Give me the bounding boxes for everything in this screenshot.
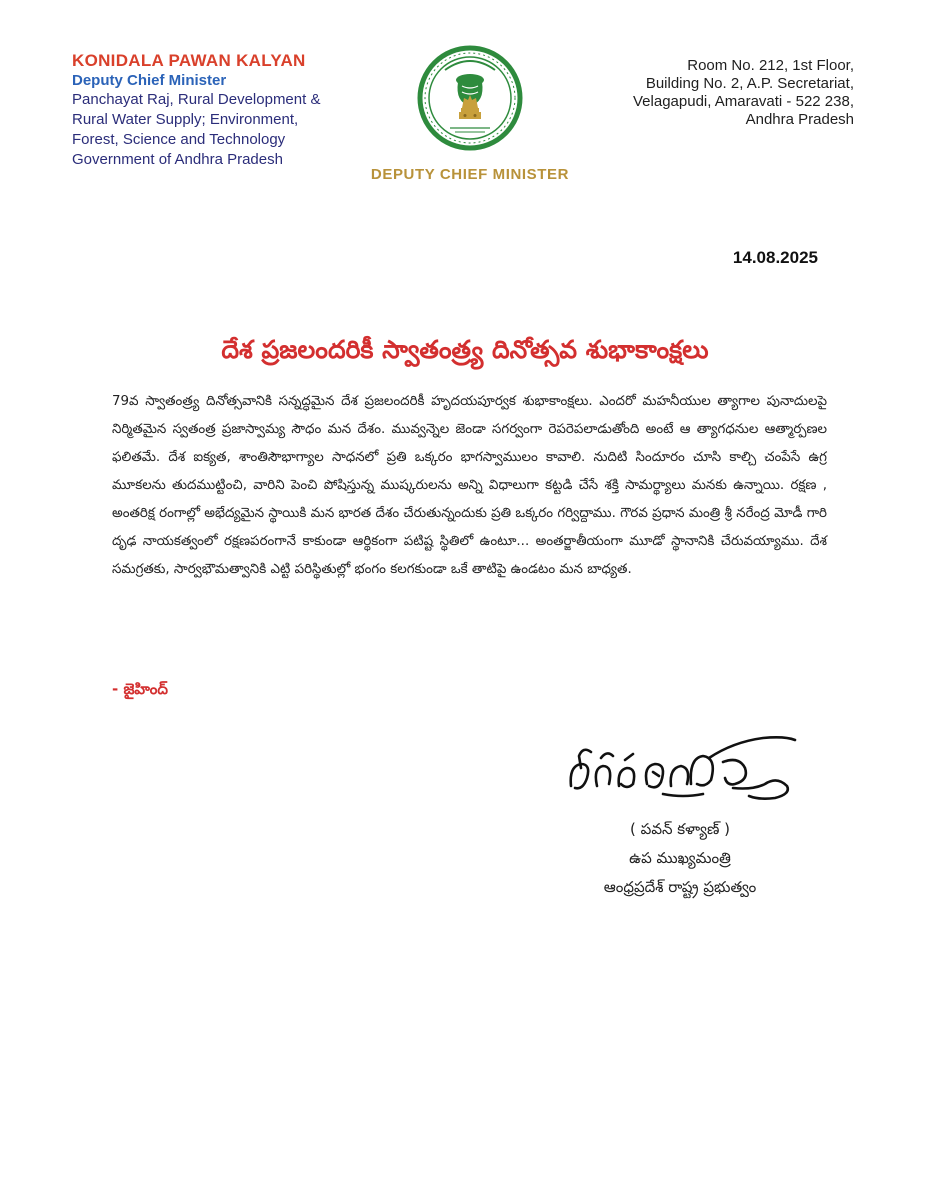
letter-title: దేశ ప్రజలందరికీ స్వాతంత్ర్య దినోత్సవ శుభాకాంక్షలు — [221, 335, 709, 364]
portfolio-line-2: Rural Water Supply; Environment, — [72, 111, 299, 128]
signatory-block — [560, 815, 800, 902]
portfolio-line-1: Panchayat Raj, Rural Development & — [72, 91, 321, 108]
address-line-4: Andhra Pradesh — [745, 111, 854, 128]
portfolio-line-4: Government of Andhra Pradesh — [72, 151, 283, 168]
signatory-government: ఆంధ్రప్రదేశ్ రాష్ట్ర ప్రభుత్వం — [603, 878, 757, 896]
minister-designation: Deputy Chief Minister — [72, 72, 227, 89]
letter-closing: - జైహింద్ — [112, 680, 168, 698]
address-line-3: Velagapudi, Amaravati - 522 238, — [633, 93, 854, 110]
minister-name: KONIDALA PAWAN KALYAN — [72, 51, 306, 70]
ap-state-emblem-icon — [415, 40, 525, 165]
signatory-name: ( పవన్ కళ్యాణ్ ) — [630, 820, 730, 838]
handwritten-signature — [563, 728, 803, 813]
letter-body: 79వ స్వాతంత్ర్య దినోత్సవానికి సన్నద్ధమైన దేశ ప్రజలందరికీ హృదయపూర్వక శుభాకాంక్షలు. ఎందరో మహనీయుల త్యాగాల పునాదులపై నిర్మితమైన స్వతంత్ర ప్రజాస్వామ్య సౌధం మన దేశం. మువ్వన్నెల జెండా సగర్వంగా రెపరెపలాడుతోంది అంటే ఆ త్యాగధనుల ఆత్మార్పణల ఫలితమే. దేశ ఐక్యత, శాంతిసౌభాగ్యాల సాధనలో ప్రతి ఒక్కరం భాగస్వాములం కావాలి. నుదిటి సిందూరం చూసి కాల్చి చంపేసే ఉగ్ర మూకలను తుదముట్టించి, వారిని పెంచి పోషిస్తున్న ముష్కరులను అన్ని విధాలుగా కట్టడి చేసే శక్తి సామర్థ్యాలు మనకు ఉన్నాయి. రక్షణ , అంతరిక్ష రంగాల్లో అభేద్యమైన స్థాయికి మన భారత దేశం చేరుతున్నందుకు ప్రతి ఒక్కరం గర్విద్దాము. గౌరవ ప్రధాన మంత్రి శ్రీ నరేంద్ర మోడీ గారి దృఢ నాయకత్వంలో రక్షణపరంగానే కాకుండా ఆర్థికంగా పటిష్ట స్థితిలో ఉంటూ... అంతర్జాతీయంగా మూడో స్థానానికి చేరువయ్యాము. దేశ సమగ్రతకు, సార్వభౌమత్వానికి ఎట్టి పరిస్థితుల్లో భంగం కలగకుండా ఒకే తాటిపై ఉండటం మన బాధ్యత. — [112, 394, 827, 577]
signatory-designation: ఉప ముఖ్యమంత్రి — [629, 849, 731, 867]
letterhead-address — [574, 57, 854, 129]
portfolio-line-3: Forest, Science and Technology — [72, 131, 286, 148]
letter-date: 14.08.2025 — [732, 248, 818, 267]
letterhead-left — [72, 50, 372, 170]
emblem-caption: DEPUTY CHIEF MINISTER — [370, 166, 570, 183]
address-line-1: Room No. 212, 1st Floor, — [687, 57, 854, 74]
address-line-2: Building No. 2, A.P. Secretariat, — [645, 75, 854, 92]
